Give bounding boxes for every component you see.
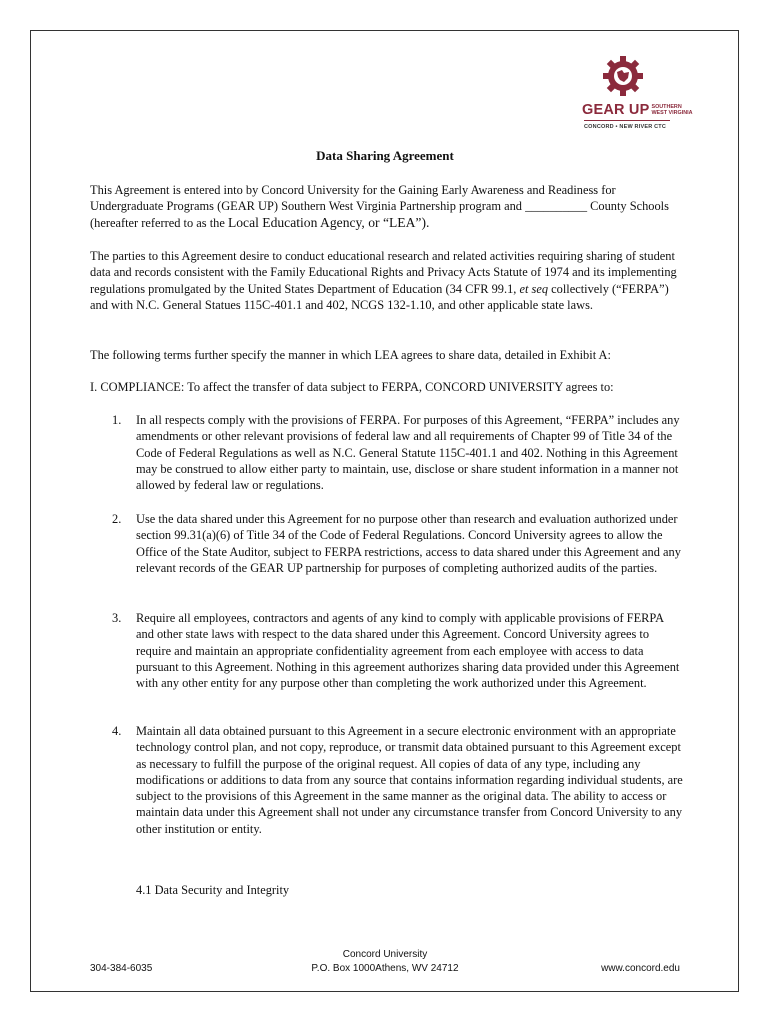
- logo-wordmark: [582, 102, 693, 120]
- compliance-list: [112, 511, 684, 576]
- list-item-number: 2.: [112, 512, 122, 526]
- footer-phone: 304-384-6035: [90, 963, 153, 974]
- list-item-number: 3.: [112, 611, 122, 625]
- logo-brand-big: GEAR UP: [582, 102, 650, 118]
- parties-paragraph: [90, 248, 686, 313]
- logo-divider: [584, 120, 670, 121]
- list-item: [112, 511, 684, 576]
- compliance-list: [112, 610, 684, 691]
- parties-text-italic: et seq: [519, 281, 549, 296]
- list-item-text: Use the data shared under this Agreement for no purpose other than research and evaluation authorized under section 99.31(a)(6) of Title 34 of the Code of Federal Regulations. Concord University agrees to allow the Office of the State Auditor, subject to FERPA restrictions, access to data shared under this Agreement and any relevant records of the GEAR UP partnership for purposes of completing authorized audits of the parties.: [136, 512, 681, 575]
- logo-brand-small-1: SOUTHERN: [651, 104, 682, 110]
- parties-text-after: collectively (“FERPA”) and with N.C. General Statues 115C-401.1 and 402, NCGS 132-1.10, and other applicable state laws.: [90, 281, 669, 312]
- footer-website[interactable]: www.concord.edu: [601, 963, 680, 974]
- list-item-text: Require all employees, contractors and agents of any kind to comply with applicable provisions of FERPA and other state laws with respect to the data shared under this Agreement. Concord University agrees to require and maintain an appropriate confidentiality agreement from each employee with access to data pursuant to this Agreement. Nothing in this agreement authorizes sharing data provided under this Agreement with any other entity for any purpose other than completing the work authorized under this Agreement.: [136, 611, 680, 691]
- list-item: [112, 610, 684, 691]
- list-item-number: 1.: [112, 413, 122, 427]
- list-item: [112, 723, 684, 837]
- logo-brand-small-2: WEST VIRGINIA: [651, 110, 693, 116]
- list-item-text: Maintain all data obtained pursuant to this Agreement in a secure electronic environment with an appropriate technology control plan, and not copy, reproduce, or transmit data obtained pursuant to this Agreement except as necessary to fulfill the purpose of the original request. All copies of data of any type, including any modifications or additions to data from any source that contains information regarding individual students, are subject to the provisions of this Agreement in the same manner as the original data. The ability to access or maintain data under this Agreement shall not under any circumstance transfer from Concord University to any other institution or entity.: [136, 724, 683, 836]
- logo-subtitle: CONCORD • NEW RIVER CTC: [584, 124, 666, 130]
- compliance-list: [112, 723, 684, 837]
- gear-wv-icon: [603, 56, 643, 100]
- list-item: [112, 412, 684, 493]
- intro-paragraph: [90, 182, 686, 231]
- list-item-number: 4.: [112, 724, 122, 738]
- intro-text: This Agreement is entered into by Concord University for the Gaining Early Awareness and Readiness for Undergraduate Programs (GEAR UP) Southern West Virginia Partnership program and __________ County Schools (hereafter referred to as the: [90, 183, 669, 230]
- compliance-list: [112, 412, 684, 493]
- compliance-heading: I. COMPLIANCE: To affect the transfer of data subject to FERPA, CONCORD UNIVERSITY agrees to:: [90, 380, 614, 394]
- terms-intro: The following terms further specify the manner in which LEA agrees to share data, detailed in Exhibit A:: [90, 348, 611, 362]
- subsection-heading: 4.1 Data Security and Integrity: [136, 883, 290, 897]
- list-item-text: In all respects comply with the provisions of FERPA. For purposes of this Agreement, “FERPA” includes any amendments or other relevant provisions of federal law and all requirements of Chapter 99 of Title 34 of the Code of Federal Regulations as well as N.C. General Statute 115C-401.1 and 402. Nothing in this Agreement may be construed to allow either party to maintain, use, disclose or share student information in a manner not allowed by federal law or regulations.: [136, 413, 680, 493]
- footer-address: P.O. Box 1000Athens, WV 24712: [311, 963, 459, 974]
- parties-text-before: The parties to this Agreement desire to conduct educational research and related activities requiring sharing of student data and records consistent with the Family Educational Rights and Privacy Acts Statute of 1974 and its implementing regulations promulgated by the United States Department of Education (34 CFR 99.1,: [90, 249, 677, 296]
- gear-up-logo: [578, 56, 693, 136]
- document-title: Data Sharing Agreement: [316, 148, 454, 163]
- footer-org: Concord University: [342, 949, 428, 960]
- intro-lea-text: Local Education Agency, or “LEA”).: [227, 214, 430, 230]
